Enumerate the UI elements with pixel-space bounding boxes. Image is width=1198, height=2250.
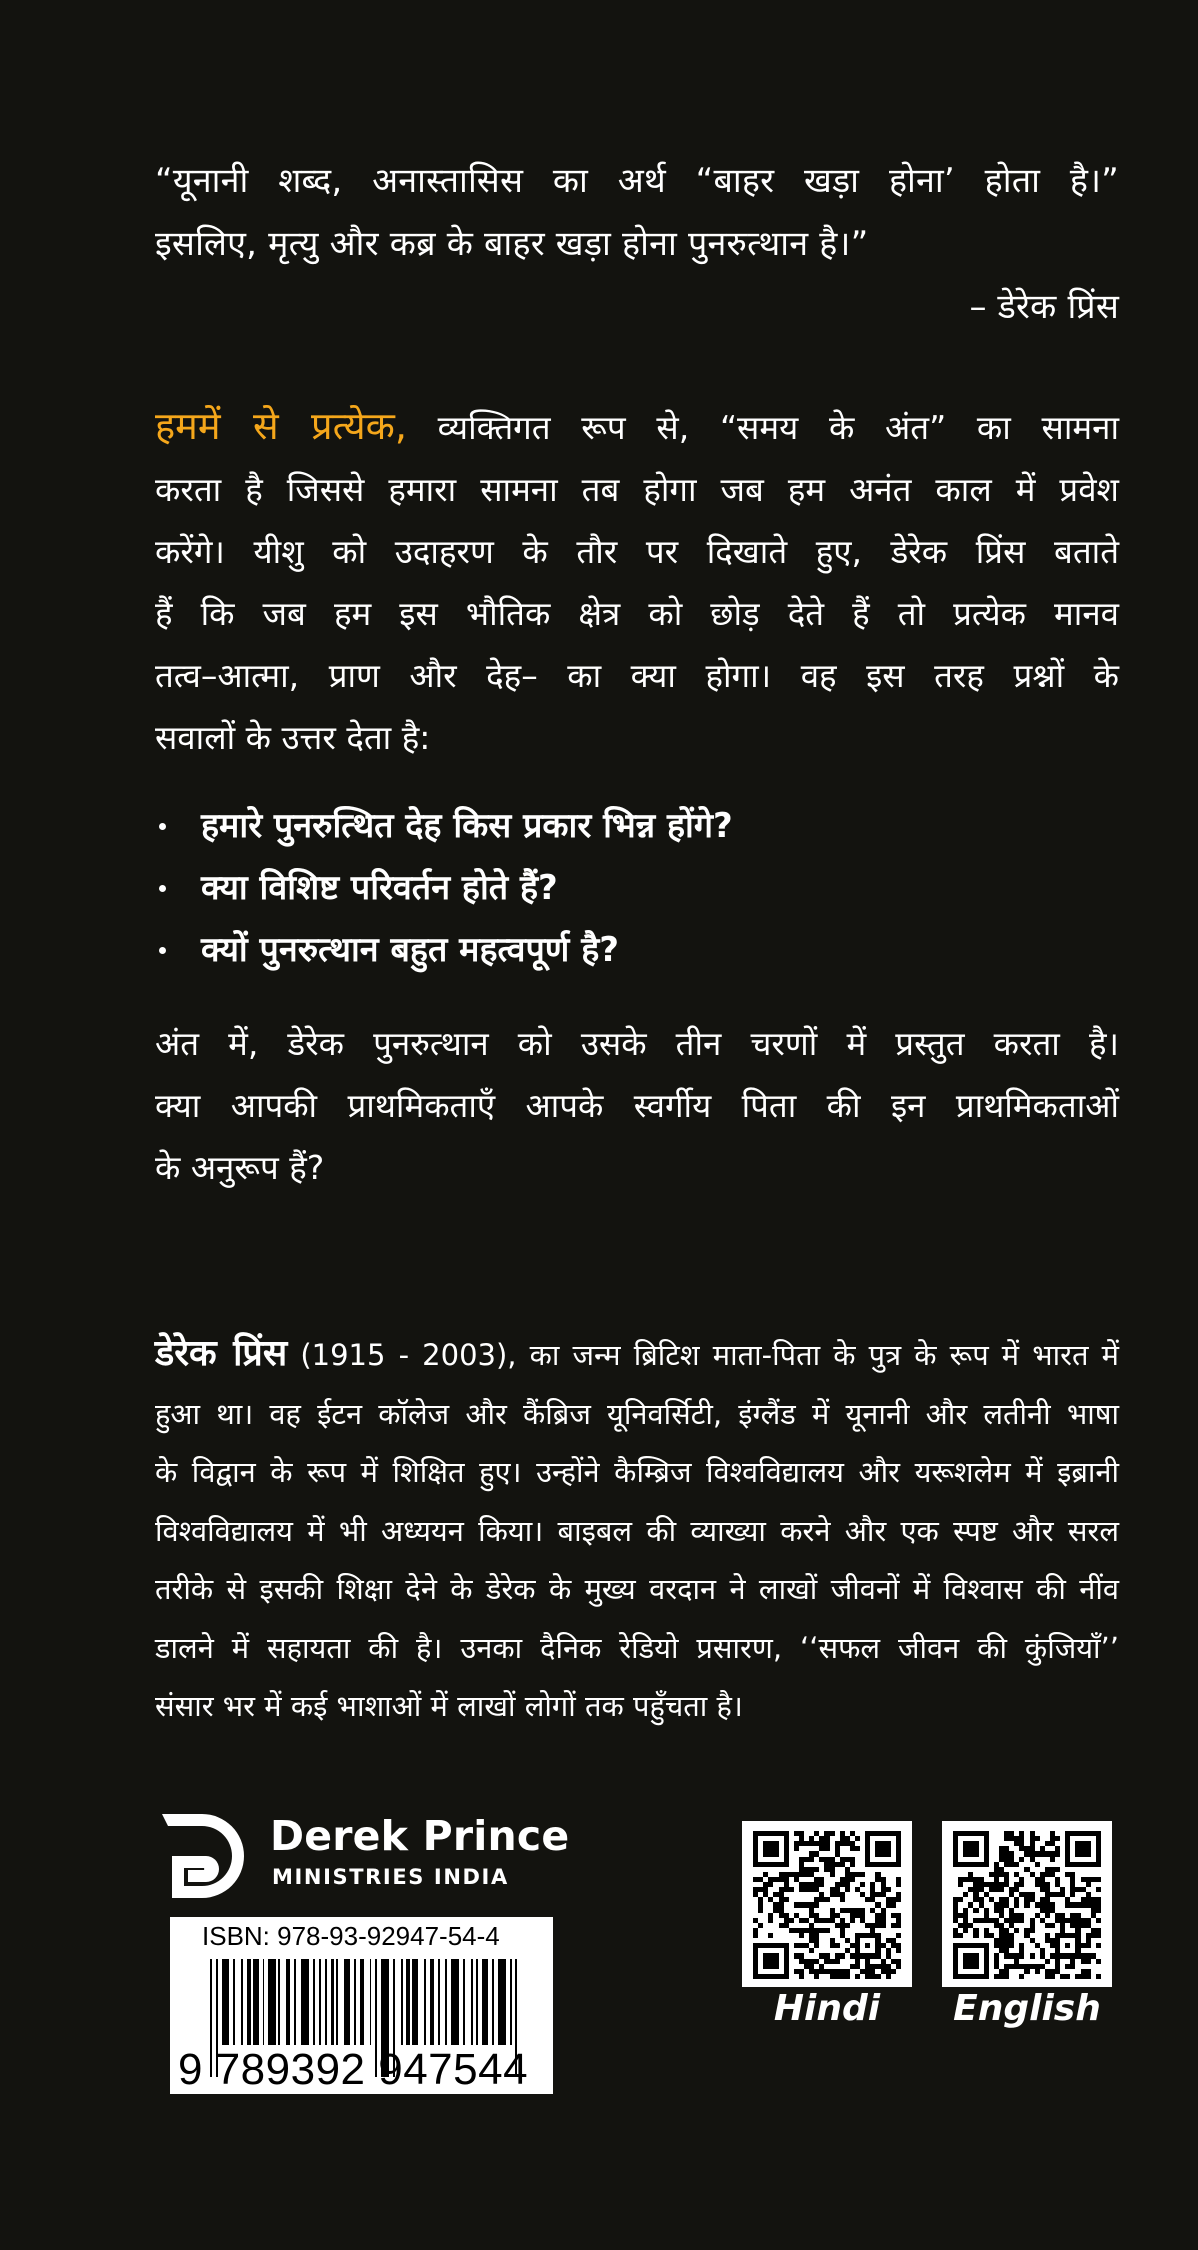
intro-line: हैं कि जब हम इस भौतिक क्षेत्र को छोड़ देते हैं तो प्रत्येक मानव: [155, 594, 1119, 633]
list-item: हमारे पुनरुत्थित देह किस प्रकार भिन्न होंगे?: [155, 795, 1119, 857]
isbn-label: ISBN: 978-93-92947-54-4: [202, 1921, 500, 1951]
highlight-phrase: हममें से प्रत्येक,: [155, 404, 407, 448]
bio-line: डालने में सहायता की है। उनका दैनिक रेडियो प्रसारण, ‘‘सफल जीवन की कुंजियाँ’’: [155, 1630, 1119, 1665]
bio-line: विश्वविद्यालय में भी अध्ययन किया। बाइबल की व्याख्या करने और एक स्पष्ट और सरल: [155, 1513, 1119, 1548]
brand-subtitle: MINISTRIES INDIA: [272, 1865, 509, 1889]
bio-line: हुआ था। वह ईटन कॉलेज और कैंब्रिज यूनिवर्सिटी, इंग्लैंड में यूनानी और लतीनी भाषा: [155, 1396, 1119, 1431]
intro-line: तत्व–आत्मा, प्राण और देह– का क्या होगा। वह इस तरह प्रश्नों के: [155, 656, 1119, 695]
quote-attribution: – डेरेक प्रिंस: [969, 287, 1119, 327]
bullet-icon: [159, 885, 166, 892]
quote-line: इसलिए, मृत्यु और कब्र के बाहर खड़ा होना पुनरुत्थान है।”: [155, 224, 869, 264]
epigraph-quote: [155, 150, 1119, 339]
publisher-logo: [158, 1810, 570, 1900]
closing-paragraph: [155, 1013, 1119, 1199]
qr-label-english: English: [953, 1988, 1101, 2029]
closing-line: के अनुरूप हैं?: [155, 1148, 325, 1187]
dp-monogram-icon: [158, 1810, 248, 1900]
bullet-icon: [159, 947, 166, 954]
intro-line: सवालों के उत्तर देता है:: [155, 718, 431, 757]
qr-code-icon: [753, 1831, 901, 1979]
question-list: [155, 795, 1119, 981]
qr-code-hindi[interactable]: [742, 1821, 912, 1987]
barcode-digits: 9 789392 947544: [178, 2045, 529, 2094]
intro-first-line-rest: व्यक्तिगत रूप से, “समय के अंत” का सामना: [406, 408, 1120, 447]
closing-line: क्या आपकी प्राथमिकताएँ आपके स्वर्गीय पिता की इन प्राथमिकताओं: [155, 1086, 1119, 1125]
intro-line: करेंगे। यीशु को उदाहरण के तौर पर दिखाते हुए, डेरेक प्रिंस बताते: [155, 532, 1119, 571]
brand-name: Derek Prince: [270, 1812, 570, 1860]
closing-line: अंत में, डेरेक पुनरुत्थान को उसके तीन चरणों में प्रस्तुत करता है।: [155, 1024, 1119, 1063]
author-bio: [155, 1325, 1119, 1736]
qr-code-icon: [953, 1831, 1101, 1979]
bio-first-line: [155, 1325, 1119, 1385]
bio-line: के विद्वान के रूप में शिक्षित हुए। उन्होंने कैम्ब्रिज विश्वविद्यालय और यरूशलेम में इब्रानी: [155, 1455, 1119, 1489]
quote-line: “यूनानी शब्द, अनास्तासिस का अर्थ “बाहर खड़ा होना’ होता है।”: [155, 161, 1119, 201]
list-item: क्या विशिष्ट परिवर्तन होते हैं?: [155, 857, 1119, 919]
isbn-barcode: [170, 1917, 553, 2094]
bio-line: संसार भर में कई भाशाओं में लाखों लोगों तक पहुँचता है।: [155, 1689, 743, 1723]
list-item: क्यों पुनरुत्थान बहुत महत्वपूर्ण है?: [155, 919, 1119, 981]
qr-code-english[interactable]: [942, 1821, 1112, 1987]
qr-label-hindi: Hindi: [773, 1988, 881, 2029]
intro-paragraph: [155, 395, 1119, 769]
bio-line: तरीके से इसकी शिक्षा देने के डेरेक के मुख्य वरदान ने लाखों जीवनों में विश्वास की नींव: [155, 1572, 1119, 1606]
intro-line: करता है जिससे हमारा सामना तब होगा जब हम अनंत काल में प्रवेश: [155, 470, 1119, 509]
intro-first-line: [155, 395, 1119, 459]
bullet-icon: [159, 823, 166, 830]
bio-first-line-rest: (1915 - 2003), का जन्म ब्रिटिश माता-पिता के पुत्र के रूप में भारत में: [287, 1338, 1120, 1372]
author-name: डेरेक प्रिंस: [155, 1333, 288, 1374]
